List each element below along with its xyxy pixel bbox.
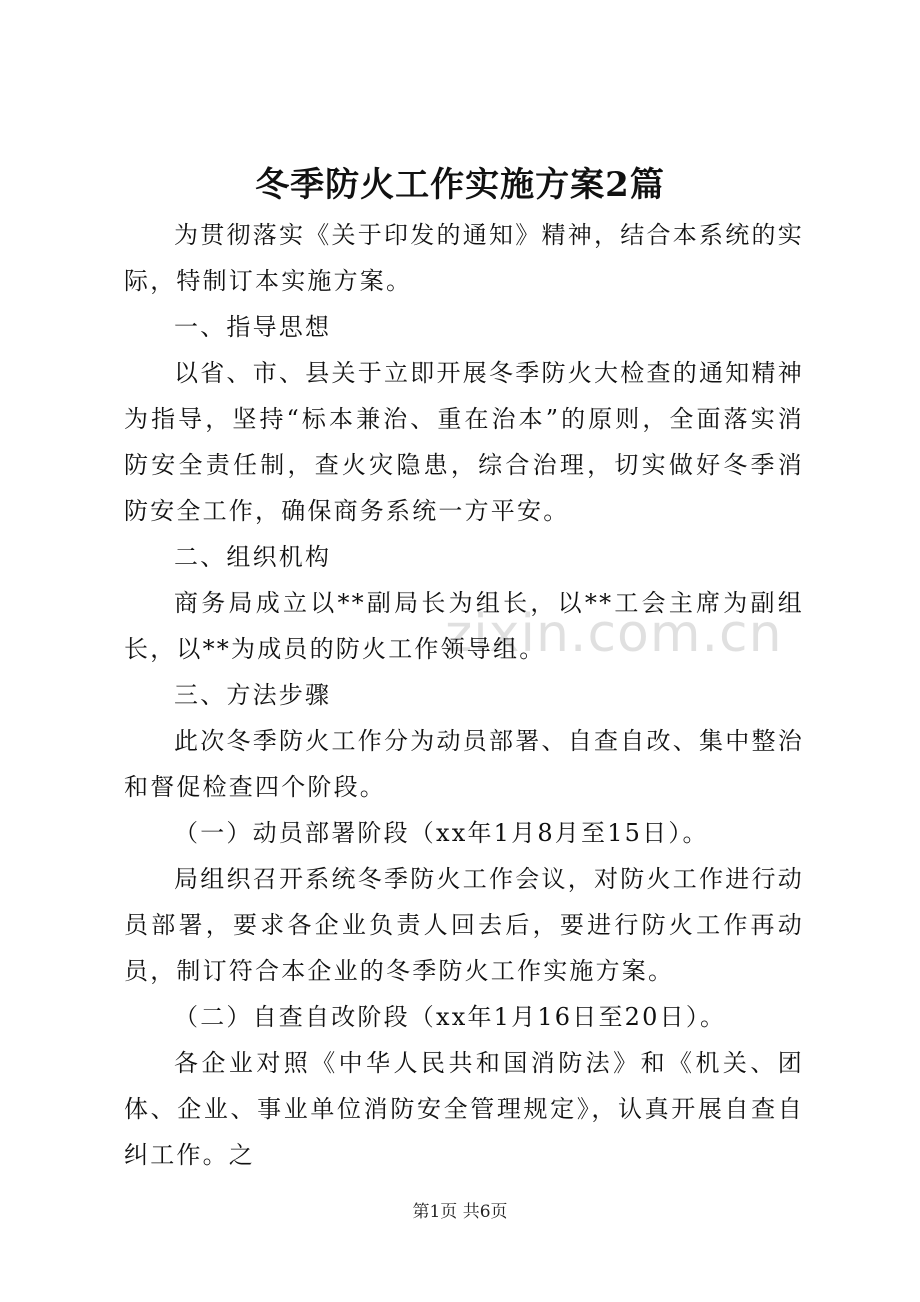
watermark: zixin.com.cn (445, 604, 783, 664)
paragraph: 此次冬季防火工作分为动员部署、自查自改、集中整治和督促检查四个阶段。 (124, 727, 804, 801)
subsection-heading: （一）动员部署阶段（xx年1月8月至15日）。 (174, 819, 709, 847)
document-title: 冬季防火工作实施方案2篇 (255, 165, 665, 205)
section-heading: 一、指导思想 (174, 313, 332, 341)
paragraph: 商务局成立以**副局长为组长，以**工会主席为副组长，以**为成员的防火工作领导组。 (124, 589, 804, 663)
section-heading: 二、组织机构 (174, 543, 332, 571)
page-footer: 第1页 共6页 (412, 1202, 508, 1222)
paragraph: 为贯彻落实《关于印发的通知》精神，结合本系统的实际，特制订本实施方案。 (124, 221, 804, 295)
paragraph: 局组织召开系统冬季防火工作会议，对防火工作进行动员部署，要求各企业负责人回去后，要进行防火工作再动员，制订符合本企业的冬季防火工作实施方案。 (124, 865, 804, 985)
document-body (124, 212, 804, 1178)
paragraph: 以省、市、县关于立即开展冬季防火大检查的通知精神为指导，坚持“标本兼治、重在治本”的原则，全面落实消防安全责任制，查火灾隐患，综合治理，切实做好冬季消防安全工作，确保商务系统一方平安。 (124, 359, 804, 525)
paragraph: 各企业对照《中华人民共和国消防法》和《机关、团体、企业、事业单位消防安全管理规定》，认真开展自查自纠工作。之 (124, 1049, 804, 1169)
subsection-heading: （二）自查自改阶段（xx年1月16日至20日）。 (174, 1003, 727, 1031)
section-heading: 三、方法步骤 (174, 681, 332, 709)
